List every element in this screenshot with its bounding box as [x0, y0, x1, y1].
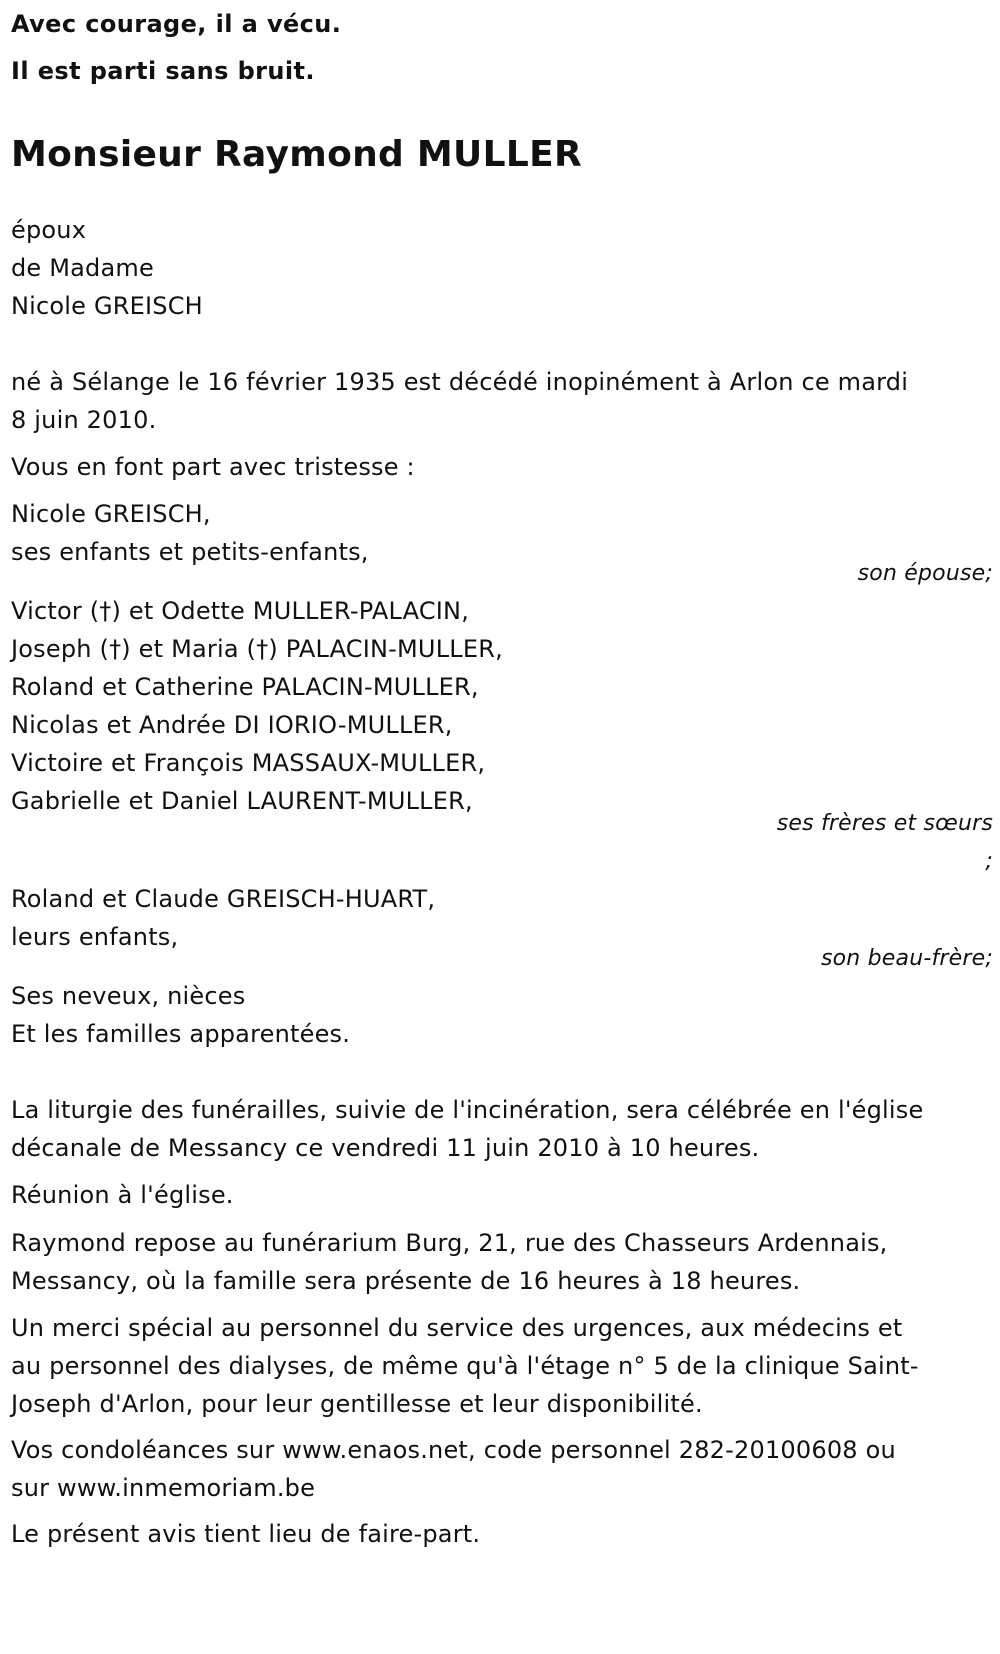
sibling-line: Gabrielle et Daniel LAURENT-MULLER, — [11, 787, 473, 815]
sibling-line: Joseph (†) et Maria (†) PALACIN-MULLER, — [11, 635, 503, 663]
family-line: Et les familles apparentées. — [11, 1020, 351, 1048]
sibling-line: Victor (†) et Odette MULLER-PALACIN, — [11, 597, 470, 625]
thanks-line: au personnel des dialyses, de même qu'à l'étage n° 5 de la clinique Saint- — [11, 1352, 919, 1380]
spouse-line: époux — [11, 216, 87, 244]
family-line: Ses neveux, nièces — [11, 982, 246, 1010]
sibling-line: Nicolas et Andrée DI IORIO-MULLER, — [11, 711, 453, 739]
sibling-line: Victoire et François MASSAUX-MULLER, — [11, 749, 486, 777]
spouse-group-line: ses enfants et petits-enfants, — [11, 538, 369, 566]
epigraph-line-1: Avec courage, il a vécu. — [11, 10, 342, 38]
inlaw-line: Roland et Claude GREISCH-HUART, — [11, 885, 436, 913]
deceased-name: Monsieur Raymond MULLER — [11, 134, 582, 175]
spouse-line: Nicole GREISCH — [11, 292, 203, 320]
spouse-group-line: Nicole GREISCH, — [11, 500, 211, 528]
siblings-role-end: ; — [985, 849, 993, 874]
liturgy-line: décanale de Messancy ce vendredi 11 juin 2010 à 10 heures. — [11, 1134, 760, 1162]
thanks-line: Un merci spécial au personnel du service des urgences, aux médecins et — [11, 1314, 903, 1342]
condolences-line: Vos condoléances sur www.enaos.net, code personnel 282-20100608 ou — [11, 1436, 896, 1464]
rest-line: Raymond repose au funérarium Burg, 21, rue des Chasseurs Ardennais, — [11, 1229, 888, 1257]
closing-line: Le présent avis tient lieu de faire-part. — [11, 1520, 481, 1548]
reunion-line: Réunion à l'église. — [11, 1181, 234, 1209]
inlaw-role: son beau-frère; — [820, 946, 993, 971]
rest-line: Messancy, où la famille sera présente de 16 heures à 18 heures. — [11, 1267, 801, 1295]
liturgy-line: La liturgie des funérailles, suivie de l'incinération, sera célébrée en l'église — [11, 1096, 924, 1124]
spouse-line: de Madame — [11, 254, 154, 282]
birth-death-line: né à Sélange le 16 février 1935 est décédé inopinément à Arlon ce mardi — [11, 368, 909, 396]
inlaw-line: leurs enfants, — [11, 923, 179, 951]
condolences-line: sur www.inmemoriam.be — [11, 1474, 316, 1502]
birth-death-line: 8 juin 2010. — [11, 406, 157, 434]
thanks-line: Joseph d'Arlon, pour leur gentillesse et leur disponibilité. — [11, 1390, 703, 1418]
spouse-role: son épouse; — [857, 561, 993, 586]
siblings-role: ses frères et sœurs — [776, 811, 993, 836]
announce-line: Vous en font part avec tristesse : — [11, 453, 415, 481]
epigraph-line-2: Il est parti sans bruit. — [11, 57, 315, 85]
sibling-line: Roland et Catherine PALACIN-MULLER, — [11, 673, 479, 701]
